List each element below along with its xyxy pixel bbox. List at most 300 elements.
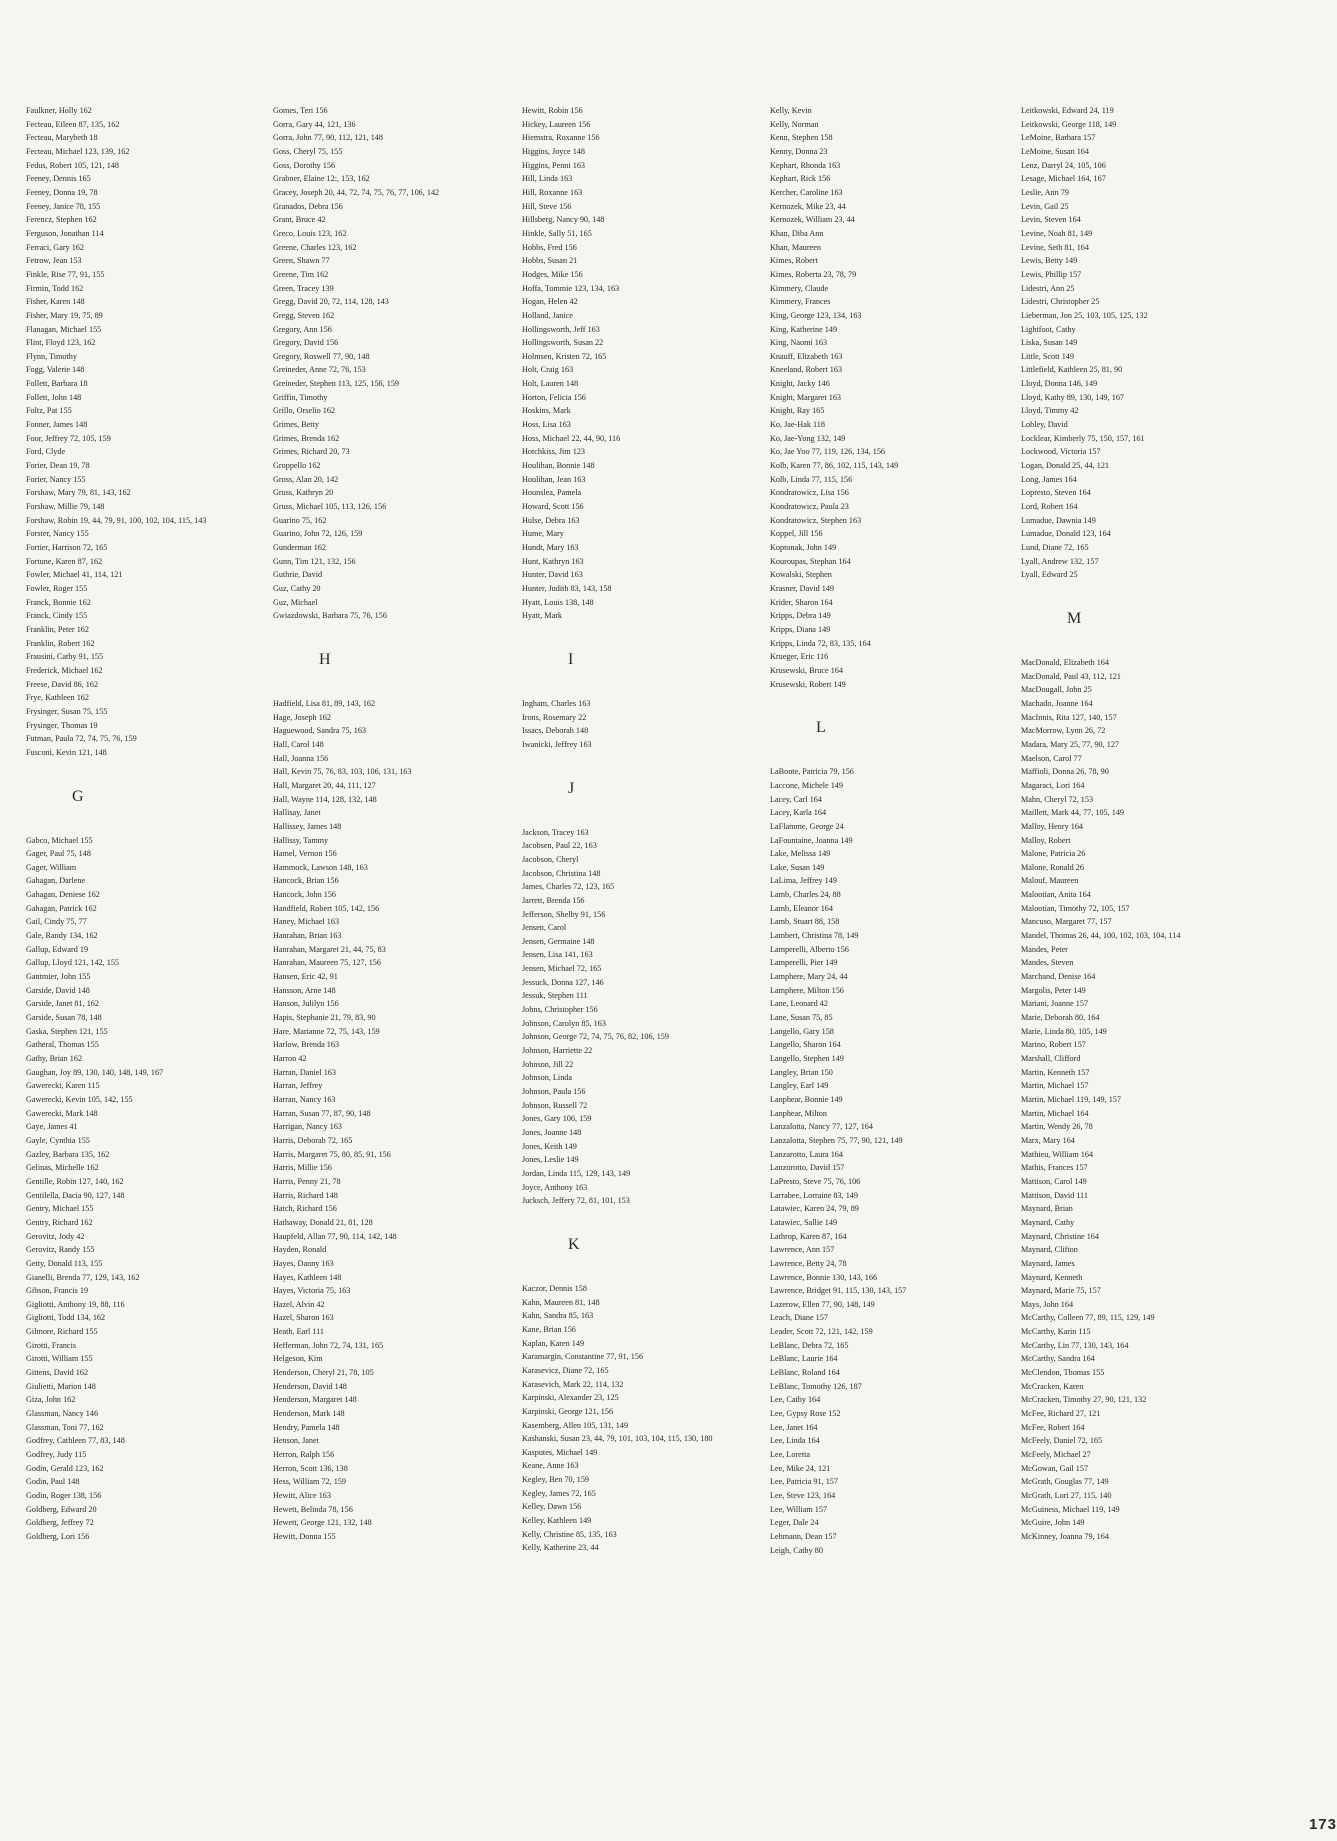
index-entry: Latawiec, Sallie 149 [770, 1217, 838, 1227]
index-entry: Hunter, David 163 [522, 570, 583, 580]
index-entry: Kelly, Katherine 23, 44 [522, 1543, 599, 1553]
index-entry: Langello, Stephen 149 [770, 1054, 844, 1063]
index-entry: Ferencz, Stephen 162 [26, 215, 97, 225]
index-entry: Girotti, William 155 [26, 1354, 93, 1364]
index-entry: Hunt, Kathryn 163 [522, 556, 584, 566]
index-entry: Karasevicz, Diane 72, 165 [522, 1365, 609, 1375]
section-letter: J [568, 779, 576, 797]
index-entry: Greene, Tim 162 [273, 269, 329, 279]
index-entry: Maynard, Clifton [1021, 1245, 1078, 1255]
index-entry: McCarthy, Colleen 77, 89, 115, 129, 149 [1021, 1313, 1155, 1323]
index-entry: Lumadue, Donald 123, 164 [1021, 529, 1111, 539]
index-entry: Greco, Louis 123, 162 [273, 228, 347, 238]
index-entry: Mattison, Carol 149 [1021, 1176, 1087, 1186]
index-entry: Maynard, Marie 75, 157 [1021, 1286, 1101, 1296]
index-entry: LaFlamme, George 24 [770, 821, 844, 831]
index-entry: Marie, Deborah 80, 164 [1021, 1013, 1100, 1023]
index-entry: Leslie, Ann 79 [1021, 187, 1069, 197]
index-entry: Goss, Cheryl 75, 155 [273, 146, 343, 156]
index-entry: Futman, Paula 72, 74, 75, 76, 159 [26, 734, 137, 744]
index-entry: Lambert, Christina 78, 149 [770, 931, 859, 941]
index-entry: Ko, Jae-Hak 118 [770, 420, 825, 430]
index-entry: Lamb, Charles 24, 88 [770, 890, 841, 900]
index-entry: Malouf, Maureen [1021, 876, 1079, 886]
index-entry: Machado, Joanne 164 [1021, 698, 1093, 708]
index-entry: Holmsen, Kristen 72, 165 [522, 351, 607, 361]
index-entry: Goldberg, Jeffrey 72 [26, 1518, 94, 1528]
index-entry: Lee, Steve 123, 164 [770, 1491, 836, 1500]
index-entry: MacDonald, Paul 43, 112, 121 [1021, 671, 1121, 681]
index-entry: Hyatt, Mark [522, 611, 563, 621]
index-entry: LaBonte, Patricia 79, 156 [770, 767, 854, 777]
index-entry: Gorra, Gary 44, 121, 136 [273, 119, 356, 129]
index-entry: Lanzalotta, Nancy 77, 127, 164 [770, 1122, 873, 1132]
index-entry: Ko, Jae Yoo 77, 119, 126, 134, 156 [770, 447, 886, 457]
index-entry: McKinney, Joanna 79, 164 [1021, 1531, 1109, 1541]
index-entry: Lee, Loretta [770, 1450, 811, 1460]
index-entry: Godin, Roger 138, 156 [26, 1491, 102, 1500]
index-entry: Lidestri, Christopher 25 [1021, 297, 1100, 307]
index-entry: Flynn, Timothy [26, 351, 77, 361]
index-entry: Mays, John 164 [1021, 1299, 1074, 1309]
index-entry: Fowler, Michael 41, 114, 121 [26, 570, 123, 580]
index-entry: Irons, Rosemary 22 [522, 712, 587, 722]
index-entry: Gazley, Barbara 135, 162 [26, 1149, 110, 1159]
index-entry: Hewitt, Robin 156 [522, 106, 583, 115]
index-entry: Karpinski, George 121, 156 [522, 1406, 614, 1416]
index-entry: Kondratowicz, Paula 23 [770, 502, 849, 512]
index-entry: Krasner, David 149 [770, 583, 835, 593]
index-entry: Gaye, James 41 [26, 1122, 78, 1132]
index-entry: Gantmier, John 155 [26, 972, 91, 982]
index-entry: Horton, Felicia 156 [522, 392, 586, 402]
index-column-4 [770, 104, 1010, 1557]
index-entry: Marshall, Clifford [1021, 1054, 1081, 1063]
index-entry: Langley, Earl 149 [770, 1081, 829, 1091]
index-entry: Maynard, Christine 164 [1021, 1231, 1099, 1241]
index-entry: Gunderman 162 [273, 543, 326, 552]
index-entry: Kenny, Donna 23 [770, 146, 828, 156]
index-entry: Jones, Joanne 148 [522, 1128, 582, 1137]
index-entry: Goldberg, Edward 20 [26, 1504, 97, 1514]
index-entry: Leitkowski, Edward 24, 119 [1021, 106, 1114, 115]
index-entry: McCracken, Karen [1021, 1381, 1084, 1391]
index-entry: Gibson, Francis 19 [26, 1286, 89, 1296]
index-entry: Gahagan, Darlene [26, 876, 86, 886]
index-entry: Hammock, Lawson 148, 163 [273, 862, 368, 872]
index-entry: Mandes, Peter [1021, 944, 1068, 954]
index-column-5 [1021, 104, 1261, 1544]
index-entry: Hundt, Mary 163 [522, 543, 579, 552]
index-entry: MacMorrow, Lynn 26, 72 [1021, 726, 1106, 736]
index-entry: Kernozek, Mike 23, 44 [770, 201, 846, 211]
index-entry: Kolb, Linda 77, 115, 156 [770, 474, 853, 484]
index-entry: LaLima, Jeffrey 149 [770, 876, 837, 886]
index-entry: Franklin, Robert 162 [26, 638, 95, 648]
index-entry: Hall, Margaret 20, 44, 111, 127 [273, 780, 376, 790]
index-entry: Hogan, Helen 42 [522, 297, 578, 307]
index-entry: Kernozek, William 23, 44 [770, 215, 855, 225]
index-entry: McFeely, Daniel 72, 165 [1021, 1436, 1103, 1446]
index-entry: Houlihan, Bonnie 148 [522, 461, 595, 471]
index-entry: Hill, Steve 156 [522, 201, 572, 211]
index-entry: McFee, Richard 27, 121 [1021, 1409, 1101, 1419]
index-entry: Harris, Penny 21, 78 [273, 1176, 341, 1186]
index-entry: Jones, Keith 149 [522, 1141, 577, 1151]
index-entry: Godfrey, Cathleen 77, 83, 148 [26, 1436, 125, 1446]
page-number: 173 [1308, 1816, 1337, 1833]
index-entry: Kimmery, Frances [770, 297, 831, 307]
index-entry: Fogg, Valerie 148 [26, 365, 85, 375]
index-entry: Lumadue, Dawnia 149 [1021, 515, 1096, 525]
index-entry: Kouroupas, Stephan 164 [770, 556, 851, 566]
index-entry: Kahn, Maureen 81, 148 [522, 1297, 600, 1307]
index-entry: Krueger, Eric 116 [770, 652, 829, 662]
index-entry: Forier, Nancy 155 [26, 474, 86, 484]
index-entry: LeBlanc, Tomothy 126, 187 [770, 1381, 862, 1391]
index-entry: Lehmann, Dean 157 [770, 1531, 837, 1541]
index-entry: Gregory, Ann 156 [273, 324, 332, 334]
index-entry: Jensen, Lisa 141, 163 [522, 950, 593, 960]
index-entry: Glassman, Toni 77, 162 [26, 1422, 104, 1432]
index-entry: Lee, Linda 164 [770, 1436, 820, 1446]
index-entry: Karamargin, Constantine 77, 91, 156 [522, 1352, 644, 1362]
index-entry: Jackson, Tracey 163 [522, 827, 589, 837]
index-entry: Koppel, Jill 156 [770, 529, 823, 539]
index-entry: Langley, Brian 150 [770, 1067, 833, 1077]
index-entry: Fortune, Karen 87, 162 [26, 556, 103, 566]
index-entry: McGuiness, Michael 119, 149 [1021, 1504, 1120, 1514]
index-entry: Harris, Deborah 72, 165 [273, 1135, 353, 1145]
index-entry: Lopresto, Steven 164 [1021, 488, 1091, 498]
index-entry: Martin, Michael 119, 149, 157 [1021, 1094, 1121, 1104]
index-entry: Lee, William 157 [770, 1504, 828, 1514]
index-entry: MacDougall, John 25 [1021, 685, 1092, 695]
index-entry: Houlihan, Jean 163 [522, 474, 586, 484]
index-entry: Haney, Michael 163 [273, 917, 340, 927]
index-entry: Mancuso, Margaret 77, 157 [1021, 917, 1112, 927]
index-entry: Leigh, Cathy 80 [770, 1545, 823, 1555]
index-entry: Johnson, Harriette 22 [522, 1046, 593, 1056]
index-entry: Leitkowski, George 118, 149 [1021, 119, 1117, 129]
index-entry: Lockwood, Victoria 157 [1021, 447, 1101, 457]
index-entry: Lloyd, Donna 146, 149 [1021, 379, 1098, 389]
index-entry: Hancock, John 156 [273, 890, 336, 900]
index-entry: Johnson, Russell 72 [522, 1100, 588, 1110]
index-entry: Lesage, Michael 164, 167 [1021, 174, 1106, 184]
index-entry: Mathis, Frances 157 [1021, 1163, 1088, 1173]
index-entry: Kelly, Norman [770, 119, 819, 129]
index-entry: Foor, Jeffrey 72, 105, 159 [26, 433, 111, 443]
index-entry: Joyce, Anthony 163 [522, 1182, 588, 1192]
index-entry: Lamperelli, Alberto 156 [770, 944, 849, 954]
index-entry: Hewitt, Donna 155 [273, 1531, 336, 1541]
index-entry: Gallup, Lloyd 121, 142, 155 [26, 958, 120, 968]
index-entry: Leach, Diane 157 [770, 1313, 828, 1323]
index-entry: Fisher, Mary 19, 75, 89 [26, 310, 103, 320]
index-entry: Gigliotti, Todd 134, 162 [26, 1313, 106, 1323]
index-entry: Garside, David 148 [26, 985, 90, 995]
index-entry: Getty, Donald 113, 155 [26, 1258, 103, 1268]
index-entry: Mandes, Steven [1021, 958, 1074, 968]
index-entry: Herron, Ralph 156 [273, 1450, 335, 1460]
index-entry: Jessuk, Stephen 111 [522, 991, 588, 1001]
index-entry: Gerovitz, Randy 155 [26, 1245, 95, 1255]
index-entry: Fisher, Karen 148 [26, 297, 85, 307]
index-entry: Forster, Nancy 155 [26, 529, 89, 539]
index-entry: Hansen, Eric 42, 91 [273, 972, 338, 982]
index-entry: Higgins, Joyce 148 [522, 146, 585, 156]
index-entry: Hollingsworth, Susan 22 [522, 338, 604, 348]
index-entry: Hill, Roxanne 163 [522, 187, 583, 197]
index-entry: Lobley, David [1021, 420, 1068, 430]
index-entry: Lazerow, Ellen 77, 90, 148, 149 [770, 1299, 875, 1309]
index-entry: Frysinger, Susan 75, 155 [26, 706, 108, 716]
index-entry: Kasputes, Michael 149 [522, 1447, 598, 1457]
index-entry: Helgeson, Kim [273, 1354, 323, 1364]
index-entry: Hefferman, John 72, 74, 131, 165 [273, 1340, 384, 1350]
index-entry: Kercher, Caroline 163 [770, 187, 843, 197]
index-entry: Langello, Sharon 164 [770, 1040, 841, 1050]
index-entry: Gail, Cindy 75, 77 [26, 917, 87, 927]
index-entry: Jensen, Germaine 148 [522, 936, 595, 946]
index-entry: Latawiec, Karen 24, 79, 89 [770, 1204, 859, 1214]
index-entry: Lane, Susan 75, 85 [770, 1013, 833, 1023]
index-entry: Lane, Leonard 42 [770, 999, 828, 1009]
index-entry: Lacey, Carl 164 [770, 794, 822, 804]
index-entry: Forshaw, Robin 19, 44, 79, 91, 100, 102, 104, 115, 143 [26, 515, 207, 525]
index-entry: Howard, Scott 156 [522, 502, 584, 512]
index-entry: Gunn, Tim 121, 132, 156 [273, 556, 356, 566]
index-entry: Franck, Bonnie 162 [26, 597, 91, 607]
index-entry: Malloy, Henry 164 [1021, 821, 1084, 831]
index-entry: Mattison, David 111 [1021, 1190, 1088, 1200]
index-entry: MacDonald, Elizabeth 164 [1021, 657, 1109, 667]
index-entry: Kimes, Roberta 23, 78, 79 [770, 269, 857, 279]
index-entry: Ko, Jae-Yong 132, 149 [770, 433, 846, 443]
index-entry: King, Katherine 149 [770, 324, 838, 334]
index-entry: Herron, Scott 136, 138 [273, 1463, 348, 1473]
index-entry: Maynard, Brian [1021, 1204, 1073, 1214]
index-entry: Grillo, Orselio 162 [273, 406, 336, 416]
index-entry: McGuire, John 149 [1021, 1518, 1085, 1528]
index-entry: Kimes, Robert [770, 256, 818, 266]
index-entry: Hill, Linda 163 [522, 174, 573, 184]
index-entry: McCarthy, Lin 77, 130, 143, 164 [1021, 1340, 1129, 1350]
index-entry: Heath, Earl 111 [273, 1327, 324, 1337]
index-entry: Hoskins, Mark [522, 406, 571, 416]
index-entry: Ford, Clyde [26, 447, 66, 457]
index-entry: Martin, Michael 157 [1021, 1081, 1089, 1091]
index-entry: Feeney, Donna 19, 78 [26, 187, 98, 197]
index-entry: Lanphear, Milton [770, 1108, 827, 1118]
index-entry: Lieberman, Jon 25, 103, 105, 125, 132 [1021, 310, 1148, 320]
index-entry: Lamb, Stuart 88, 158 [770, 917, 840, 927]
index-entry: Jensen, Michael 72, 165 [522, 964, 602, 974]
index-entry: LaPresto, Steve 75, 76, 106 [770, 1176, 861, 1186]
index-entry: Lawrence, Bridget 91, 115, 130, 143, 157 [770, 1286, 907, 1296]
index-entry: Lord, Robert 164 [1021, 502, 1078, 512]
index-entry: Johnson, Jill 22 [522, 1059, 574, 1069]
index-entry: Lamphere, Milton 156 [770, 985, 844, 995]
index-entry: Lanzarotto, Laura 164 [770, 1149, 843, 1159]
index-entry: Gager, Paul 75, 148 [26, 849, 91, 859]
index-entry: Maynard, Kenneth [1021, 1272, 1083, 1282]
index-entry: Logan, Donald 25, 44, 121 [1021, 461, 1110, 471]
index-entry: Greineder, Stephen 113, 125, 156, 159 [273, 379, 400, 389]
index-entry: Fecteau, Eileen 87, 135, 162 [26, 119, 120, 129]
index-entry: Forshaw, Millie 79, 148 [26, 502, 105, 512]
index-entry: Garside, Janet 81, 162 [26, 999, 99, 1009]
index-entry: Hallissy, Tammy [273, 835, 329, 845]
index-entry: Gayle, Cynthia 155 [26, 1135, 90, 1145]
index-entry: Ferraci, Gary 162 [26, 242, 84, 252]
section-letter: I [568, 650, 575, 668]
index-entry: Johns, Christopher 156 [522, 1005, 598, 1015]
index-entry: Gabco, Michael 155 [26, 835, 93, 845]
index-entry: LeMoine, Susan 164 [1021, 146, 1089, 156]
index-entry: Hanrahan, Margaret 21, 44, 75, 83 [273, 944, 386, 954]
index-entry: Greineder, Anne 72, 76, 153 [273, 365, 366, 375]
index-entry: Knauff, Elizabeth 163 [770, 351, 843, 361]
index-entry: Harris, Margaret 75, 80, 85, 91, 156 [273, 1149, 391, 1159]
index-entry: Grimes, Brenda 162 [273, 433, 340, 443]
index-entry: Hoss, Michael 22, 44, 90, 116 [522, 433, 621, 443]
index-entry: Malone, Patricia 26 [1021, 849, 1086, 859]
index-entry: Hodges, Mike 156 [522, 269, 583, 279]
index-entry: Feeney, Dennis 165 [26, 174, 91, 184]
index-entry: Foltz, Pat 155 [26, 406, 72, 416]
index-entry: Gentille, Robin 127, 140, 162 [26, 1176, 124, 1186]
index-entry: Lamb, Eleanor 164 [770, 903, 833, 913]
index-entry: McCarthy, Sandra 164 [1021, 1354, 1095, 1364]
index-entry: Follett, John 148 [26, 392, 82, 402]
index-entry: Hatch, Richard 156 [273, 1204, 337, 1214]
index-entry: Gregg, Steven 162 [273, 310, 335, 320]
index-entry: Jacobsen, Paul 22, 163 [522, 841, 597, 851]
index-entry: Flint, Floyd 123, 162 [26, 338, 96, 348]
index-entry: Hoffa, Tommie 123, 134, 163 [522, 283, 620, 293]
index-entry: Harran, Daniel 163 [273, 1067, 336, 1077]
index-entry: Jacobson, Christina 148 [522, 868, 601, 878]
index-entry: Gracey, Joseph 20, 44, 72, 74, 75, 76, 77, 106, 142 [273, 187, 440, 197]
index-entry: Hoss, Lisa 163 [522, 420, 571, 430]
index-entry: Jones, Leslie 149 [522, 1155, 579, 1165]
index-entry: Finkle, Rise 77, 91, 155 [26, 269, 105, 279]
index-entry: Hulse, Debra 163 [522, 515, 580, 525]
index-entry: Johnson, Paula 156 [522, 1087, 586, 1097]
index-entry: Gigliotti, Anthony 19, 88, 116 [26, 1299, 125, 1309]
index-entry: Haupfeld, Allan 77, 90, 114, 142, 148 [273, 1231, 397, 1241]
index-entry: Hobbs, Fred 156 [522, 242, 577, 252]
index-entry: Kaczor, Dennis 158 [522, 1283, 587, 1293]
index-entry: Gathy, Brian 162 [26, 1054, 83, 1063]
section-letter: L [816, 719, 827, 737]
index-entry: Kenn, Stephen 158 [770, 133, 833, 143]
index-entry: Fowler, Roger 155 [26, 583, 88, 593]
index-entry: Lamphere, Mary 24, 44 [770, 972, 848, 982]
index-entry: Kegley, James 72, 165 [522, 1488, 596, 1498]
index-entry: Kowalski, Stephen [770, 570, 832, 580]
index-entry: Littlefield, Kathleen 25, 81, 90 [1021, 365, 1123, 375]
index-entry: Hayes, Danny 163 [273, 1258, 334, 1268]
index-entry: Ferguson, Jonathan 114 [26, 228, 104, 238]
index-entry: Hamel, Vernon 156 [273, 849, 337, 859]
index-entry: Lee, Mike 24, 121 [770, 1463, 831, 1473]
index-entry: Issacs, Deborah 148 [522, 726, 589, 736]
index-entry: Lewis, Phillip 157 [1021, 269, 1082, 279]
index-entry: Gwiazdowski, Barbara 75, 76, 156 [273, 611, 387, 621]
index-entry: Fetrow, Jean 153 [26, 256, 82, 266]
index-entry: Gregory, David 156 [273, 338, 339, 348]
index-entry: Harris, Richard 148 [273, 1190, 338, 1200]
index-entry: Gerovitz, Jody 42 [26, 1231, 85, 1241]
index-entry: Long, James 164 [1021, 474, 1077, 484]
index-entry: Lloyd, Kathy 89, 130, 149, 167 [1021, 392, 1125, 402]
index-entry: Grant, Bruce 42 [273, 215, 326, 225]
index-entry: Gruss, Michael 105, 113, 126, 156 [273, 502, 387, 512]
index-entry: Henderson, Margaret 148 [273, 1395, 357, 1405]
index-entry: Hayden, Ronald [273, 1245, 327, 1255]
index-entry: Hess, William 72, 159 [273, 1477, 346, 1487]
index-entry: Fusconi, Kevin 121, 148 [26, 747, 107, 757]
index-entry: Malootian, Timothy 72, 105, 157 [1021, 903, 1130, 913]
index-column-3 [522, 104, 762, 1555]
index-entry: Marie, Linda 80, 105, 149 [1021, 1026, 1107, 1036]
index-entry: Lawrence, Ann 157 [770, 1245, 835, 1255]
index-entry: Garside, Susan 78, 148 [26, 1013, 102, 1023]
index-entry: Godin, Paul 148 [26, 1477, 80, 1487]
index-entry: Godin, Gerald 123, 162 [26, 1463, 104, 1473]
index-entry: Henson, Janet [273, 1436, 319, 1446]
index-entry: Gelinas, Michelle 162 [26, 1163, 99, 1173]
index-entry: Gomes, Teri 156 [273, 106, 328, 115]
index-entry: Madara, Mary 25, 77, 90, 127 [1021, 739, 1120, 749]
index-entry: Gilmore, Richard 155 [26, 1327, 98, 1337]
index-entry: Jessuck, Donna 127, 146 [522, 977, 604, 987]
index-entry: Frederick, Michael 162 [26, 665, 103, 675]
index-entry: Hewett, George 121, 132, 148 [273, 1518, 372, 1528]
index-entry: Firmin, Todd 162 [26, 283, 84, 293]
index-entry: James, Charles 72, 123, 165 [522, 882, 615, 892]
index-entry: Maffioli, Donna 26, 78, 90 [1021, 767, 1109, 777]
index-entry: Gawerecki, Mark 148 [26, 1108, 98, 1118]
index-entry: Holland, Janice [522, 310, 573, 320]
index-entry: Lloyd, Timmy 42 [1021, 406, 1079, 416]
index-entry: Harran, Susan 77, 87, 90, 148 [273, 1108, 371, 1118]
index-entry: Forier, Dean 19, 78 [26, 461, 90, 471]
index-entry: Gregory, Roswell 77, 90, 148 [273, 351, 370, 361]
index-entry: Little, Scott 149 [1021, 351, 1074, 361]
index-entry: Fortier, Harrison 72, 165 [26, 543, 108, 552]
index-entry: Hallisay, Janet [273, 808, 321, 818]
index-entry: McGowan, Gail 157 [1021, 1463, 1089, 1473]
index-entry: Henderson, Mark 148 [273, 1409, 345, 1419]
index-entry: McCracken, Timothy 27, 90, 121, 132 [1021, 1395, 1147, 1405]
index-entry: Jacobson, Cheryl [522, 854, 579, 864]
index-entry: Gorra, John 77, 90, 112, 121, 148 [273, 133, 383, 143]
index-entry: Fecteau, Michael 123, 139, 162 [26, 146, 130, 156]
index-entry: Haguewood, Sandra 75, 163 [273, 726, 367, 736]
index-entry: Lamperelli, Pier 149 [770, 958, 838, 968]
index-entry: Lanzalotta, Stephen 75, 77, 90, 121, 149 [770, 1135, 903, 1145]
index-entry: Jefferson, Shelby 91, 156 [522, 909, 606, 919]
index-entry: Malootian, Anita 164 [1021, 890, 1091, 900]
index-entry: Gentilella, Dacia 90, 127, 148 [26, 1190, 125, 1200]
index-entry: Hewitt, Alice 163 [273, 1491, 331, 1500]
index-entry: Franck, Cindy 155 [26, 611, 88, 621]
index-entry: Hanrahan, Maureen 75, 127, 156 [273, 958, 381, 968]
